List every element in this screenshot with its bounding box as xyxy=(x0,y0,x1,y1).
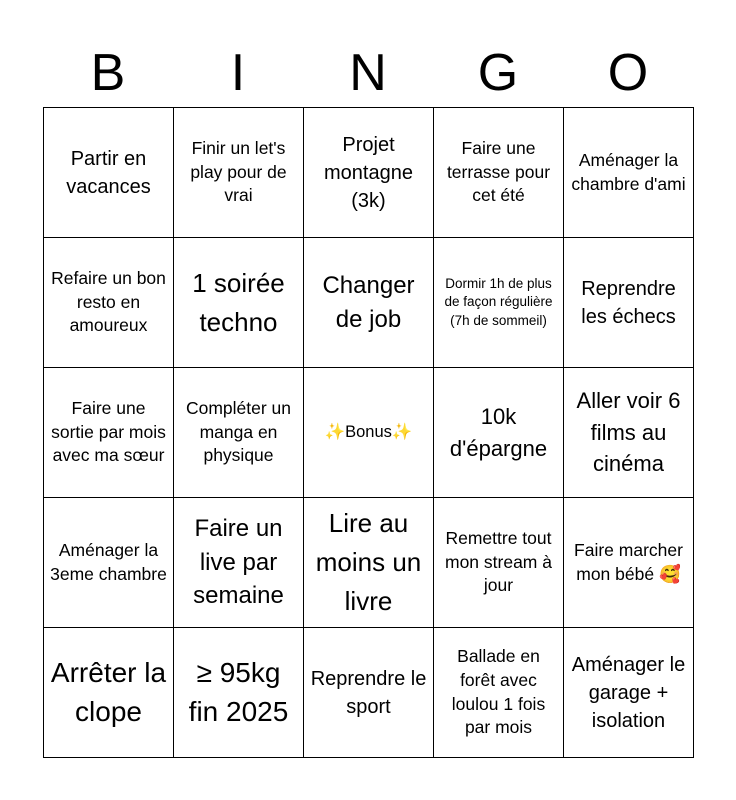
header-letter-b: B xyxy=(90,44,126,102)
bingo-cell-2-2[interactable]: 1 soirée techno xyxy=(174,238,304,368)
bingo-cell-1-3[interactable]: Projet montagne (3k) xyxy=(304,108,434,238)
bingo-cell-4-3[interactable]: Lire au moins un livre xyxy=(304,498,434,628)
bingo-cell-5-4[interactable]: Ballade en forêt avec loulou 1 fois par mois xyxy=(434,628,564,758)
header-letter-g: G xyxy=(477,44,519,102)
bingo-cell-4-2[interactable]: Faire un live par semaine xyxy=(174,498,304,628)
bingo-cell-5-5[interactable]: Aménager le garage + isolation xyxy=(564,628,694,758)
bingo-cell-3-5[interactable]: Aller voir 6 films au cinéma xyxy=(564,368,694,498)
bingo-cell-1-2[interactable]: Finir un let's play pour de vrai xyxy=(174,108,304,238)
bingo-cell-2-4[interactable]: Dormir 1h de plus de façon régulière (7h de sommeil) xyxy=(434,238,564,368)
bingo-cell-2-5[interactable]: Reprendre les échecs xyxy=(564,238,694,368)
bingo-cell-3-4[interactable]: 10k d'épargne xyxy=(434,368,564,498)
bingo-cell-1-5[interactable]: Aménager la chambre d'ami xyxy=(564,108,694,238)
bingo-cell-3-2[interactable]: Compléter un manga en physique xyxy=(174,368,304,498)
bingo-cell-5-2[interactable]: ≥ 95kg fin 2025 xyxy=(174,628,304,758)
bingo-cell-5-3[interactable]: Reprendre le sport xyxy=(304,628,434,758)
header-letter-o: O xyxy=(607,44,649,102)
bingo-cell-1-1[interactable]: Partir en vacances xyxy=(44,108,174,238)
bingo-cell-1-4[interactable]: Faire une terrasse pour cet été xyxy=(434,108,564,238)
bingo-cell-3-1[interactable]: Faire une sortie par mois avec ma sœur xyxy=(44,368,174,498)
bingo-cell-4-1[interactable]: Aménager la 3eme chambre xyxy=(44,498,174,628)
bingo-cell-2-1[interactable]: Refaire un bon resto en amoureux xyxy=(44,238,174,368)
bingo-cell-3-3-free[interactable]: ✨Bonus✨ xyxy=(304,368,434,498)
bingo-header xyxy=(43,38,693,108)
bingo-cell-2-3[interactable]: Changer de job xyxy=(304,238,434,368)
header-letter-n: N xyxy=(349,44,387,102)
bingo-cell-5-1[interactable]: Arrêter la clope xyxy=(44,628,174,758)
bingo-cell-4-4[interactable]: Remettre tout mon stream à jour xyxy=(434,498,564,628)
bingo-cell-4-5[interactable]: Faire marcher mon bébé 🥰 xyxy=(564,498,694,628)
bingo-card xyxy=(43,107,694,758)
header-letter-i: I xyxy=(230,44,246,102)
